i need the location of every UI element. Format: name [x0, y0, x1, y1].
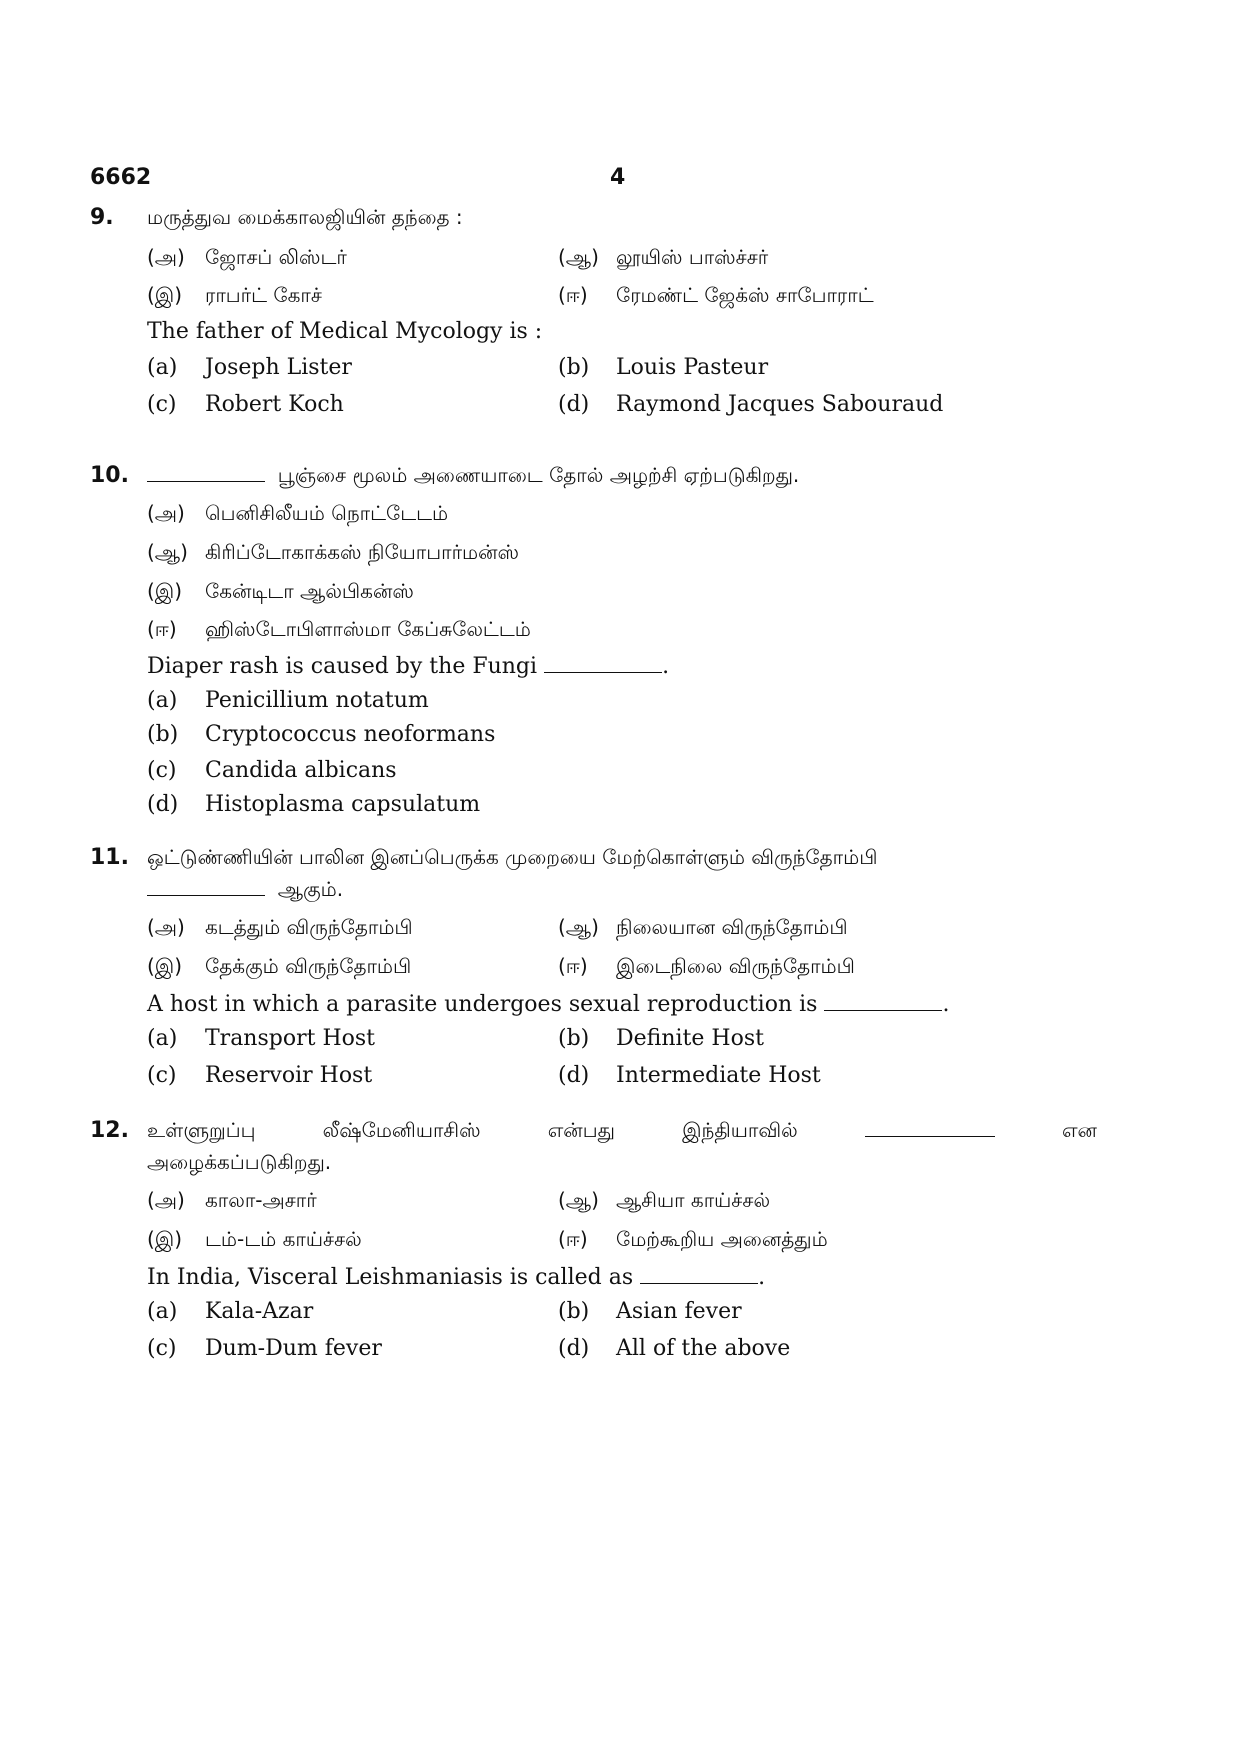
option-english-b: (b) Louis Pasteur	[558, 355, 769, 380]
option-english-d: (d) All of the above	[558, 1336, 791, 1361]
option-english-a: (a) Transport Host	[147, 1026, 376, 1051]
option-tamil-2: (ஆ) ஆசியா காய்ச்சல்	[558, 1188, 771, 1212]
option-tamil-4: (ஈ) இடைநிலை விருந்தோம்பி	[558, 954, 855, 978]
question-number: 10.	[90, 463, 129, 488]
question-stem-tamil-line2: ஆகும்.	[147, 877, 343, 904]
option-tamil-1: (அ) பெனிசிலீயம் நொட்டேடம்	[147, 501, 449, 525]
option-english-a: (a) Kala-Azar	[147, 1299, 314, 1324]
page-header	[90, 165, 1150, 195]
answer-blank	[640, 1265, 758, 1284]
option-english-d: (d) Intermediate Host	[558, 1063, 821, 1088]
option-english-c: (c) Candida albicans	[147, 758, 397, 783]
option-english-c: (c) Robert Koch	[147, 392, 344, 417]
option-tamil-4: (ஈ) ஹிஸ்டோபிளாஸ்மா கேப்சுலேட்டம்	[147, 617, 531, 641]
option-english-b: (b) Asian fever	[558, 1299, 742, 1324]
question-stem-tamil-line1: உள்ளுறுப்பு லீஷ்மேனியாசிஸ் என்பது இந்தியாவில் என	[147, 1118, 1097, 1142]
option-tamil-4: (ஈ) மேற்கூறிய அனைத்தும்	[558, 1227, 828, 1251]
option-english-b: (b) Definite Host	[558, 1026, 764, 1051]
answer-blank	[544, 654, 662, 673]
option-tamil-2: (ஆ) கிரிப்டோகாக்கஸ் நியோபார்மன்ஸ்	[147, 540, 520, 564]
option-tamil-3: (இ) டம்-டம் காய்ச்சல்	[147, 1227, 362, 1251]
question-stem-tamil-line1: ஒட்டுண்ணியின் பாலின இனப்பெருக்க முறையை மேற்கொள்ளும் விருந்தோம்பி	[147, 845, 878, 869]
question-stem-english: Diaper rash is caused by the Fungi .	[147, 654, 670, 679]
option-tamil-2: (ஆ) நிலையான விருந்தோம்பி	[558, 915, 848, 939]
option-tamil-3: (இ) கேன்டிடா ஆல்பிகன்ஸ்	[147, 579, 414, 603]
question-number: 12.	[90, 1118, 129, 1143]
option-tamil-3: (இ) ராபர்ட் கோச்	[147, 283, 322, 307]
option-tamil-2: (ஆ) லூயிஸ் பாஸ்ச்சர்	[558, 245, 769, 269]
answer-blank	[865, 1118, 995, 1137]
question-stem-english: In India, Visceral Leishmaniasis is called as .	[147, 1265, 766, 1290]
option-english-a: (a) Penicillium notatum	[147, 688, 429, 713]
option-english-b: (b) Cryptococcus neoformans	[147, 722, 496, 747]
question-stem-english: The father of Medical Mycology is :	[147, 319, 543, 344]
option-tamil-1: (அ) ஜோசப் லிஸ்டர்	[147, 245, 347, 269]
answer-blank	[824, 992, 942, 1011]
option-english-d: (d) Raymond Jacques Sabouraud	[558, 392, 944, 417]
option-english-c: (c) Dum-Dum fever	[147, 1336, 382, 1361]
option-english-d: (d) Histoplasma capsulatum	[147, 792, 481, 817]
question-stem-tamil-line2: அழைக்கப்படுகிறது.	[147, 1150, 332, 1174]
option-tamil-3: (இ) தேக்கும் விருந்தோம்பி	[147, 954, 412, 978]
option-english-c: (c) Reservoir Host	[147, 1063, 373, 1088]
option-tamil-1: (அ) காலா-அசார்	[147, 1188, 317, 1212]
question-number: 11.	[90, 845, 129, 870]
question-stem-tamil: மருத்துவ மைக்காலஜியின் தந்தை :	[147, 205, 463, 229]
answer-blank	[147, 877, 265, 896]
answer-blank	[147, 463, 265, 482]
question-number: 9.	[90, 205, 114, 230]
question-stem-tamil: பூஞ்சை மூலம் அணையாடை தோல் அழற்சி ஏற்படுகிறது.	[147, 463, 799, 490]
option-tamil-4: (ஈ) ரேமண்ட் ஜேக்ஸ் சாபோராட்	[558, 283, 874, 307]
page-number: 4	[610, 165, 626, 190]
option-tamil-1: (அ) கடத்தும் விருந்தோம்பி	[147, 915, 413, 939]
question-stem-english: A host in which a parasite undergoes sexual reproduction is .	[147, 992, 950, 1017]
option-english-a: (a) Joseph Lister	[147, 355, 352, 380]
paper-code: 6662	[90, 165, 152, 190]
